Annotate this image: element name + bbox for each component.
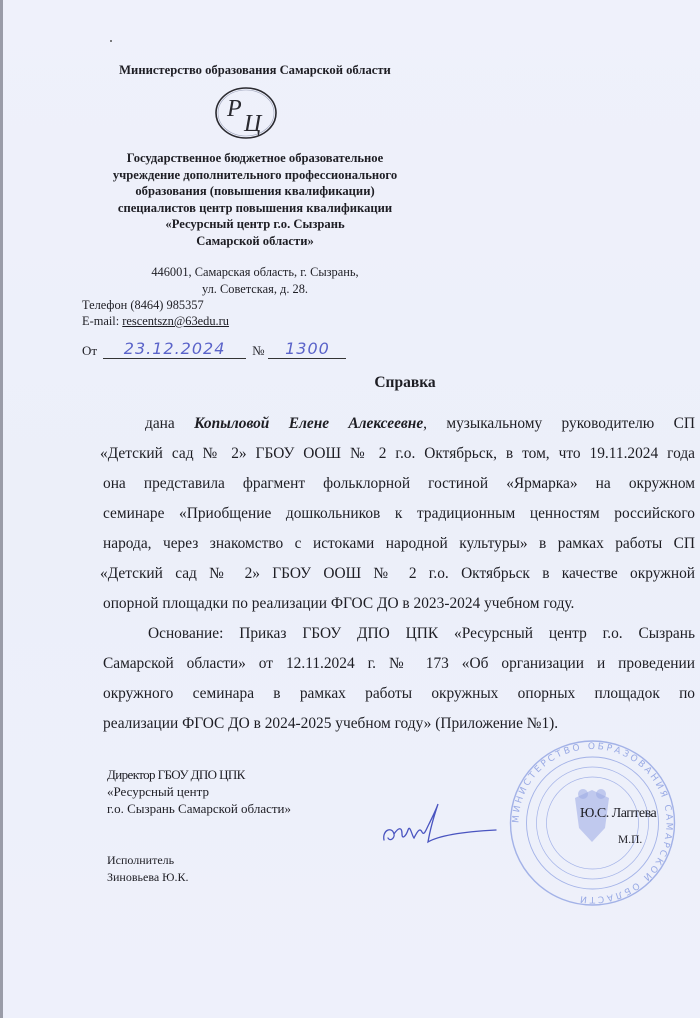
official-stamp-icon — [505, 738, 680, 908]
from-label: От — [82, 343, 98, 358]
number-label: № — [252, 343, 265, 358]
rc-logo-icon — [213, 86, 279, 140]
executor — [107, 852, 189, 886]
org-line: Самарской области» — [196, 233, 314, 248]
paragraph-line: народа, через знакомство с истоками народной культуры» в рамках работы СП — [103, 535, 695, 552]
paragraph-line: Самарской области» от 12.11.2024 г. № 173 «Об организации и проведении — [103, 655, 695, 672]
seal-mark: М.П. — [618, 834, 643, 846]
email-label: E-mail: — [82, 314, 123, 328]
svg-text:МИНИСТЕРСТВО ОБРАЗОВАНИЯ САМАР: МИНИСТЕРСТВО ОБРАЗОВАНИЯ САМАРСКОЙ ОБЛАСТИ — [511, 741, 674, 905]
org-line: специалистов центр повышения квалификации — [117, 200, 393, 215]
document-title: Справка — [374, 374, 436, 391]
paragraph-line: семинаре «Приобщение дошкольников к традиционным ценностям российского — [103, 505, 695, 522]
svg-text:Ц: Ц — [244, 111, 262, 137]
scan-edge — [0, 0, 3, 1018]
paragraph-line: дана Копыловой Елене Алексеевне, музыкальному руководителю СП — [145, 415, 696, 432]
reference-number: 1300 — [268, 340, 346, 359]
paragraph-line: она представила фрагмент фольклорной гостиной «Ярмарка» на окружном — [103, 475, 695, 492]
basis-paragraph — [103, 619, 695, 739]
paragraph-line: «Детский сад № 2» ГБОУ ООШ № 2 г.о. Октябрьск, в том, что 19.11.2024 года — [100, 445, 695, 462]
address — [80, 264, 430, 298]
signature-icon — [378, 800, 498, 850]
paragraph-line: опорной площадки по реализации ФГОС ДО в 2023-2024 учебном году. — [103, 595, 575, 612]
org-line: Государственное бюджетное образовательное — [126, 151, 384, 165]
paragraph-line: окружного семинара в рамках работы окружных опорных площадок по — [103, 685, 695, 702]
address-line: 446001, Самарская область, г. Сызрань, — [151, 265, 359, 279]
email-link[interactable]: rescentszn@63edu.ru — [122, 314, 229, 328]
director-name: Ю.С. Лаптева — [580, 806, 657, 821]
email-line — [82, 313, 229, 329]
svg-text:Р: Р — [227, 96, 242, 122]
organization-name — [80, 150, 430, 249]
org-line: учреждение дополнительного профессионального — [112, 167, 398, 182]
position-line: г.о. Сызрань Самарской области» — [107, 801, 291, 816]
certificate-paragraph — [100, 409, 696, 619]
paragraph-line: Основание: Приказ ГБОУ ДПО ЦПК «Ресурсный центр г.о. Сызрань — [148, 625, 695, 642]
executor-label: Исполнитель — [107, 853, 175, 867]
address-line: ул. Советская, д. 28. — [201, 282, 309, 296]
position-line: «Ресурсный центр — [107, 784, 209, 799]
reference-line — [82, 340, 346, 359]
reference-date: 23.12.2024 — [103, 340, 246, 359]
paragraph-line: «Детский сад № 2» ГБОУ ООШ № 2 г.о. Октябрьск в качестве окружной — [100, 565, 695, 582]
org-line: образования (повышения квалификации) — [135, 184, 375, 198]
phone: Телефон (8464) 985357 — [82, 298, 204, 312]
position-line: Директор ГБОУ ДПО ЦПК — [107, 767, 245, 782]
ministry-heading: Министерство образования Самарской области — [119, 63, 391, 77]
paragraph-line: реализации ФГОС ДО в 2024-2025 учебном году» (Приложение №1). — [103, 715, 559, 732]
executor-name: Зиновьева Ю.К. — [107, 870, 189, 884]
org-line: «Ресурсный центр г.о. Сызрань — [165, 217, 345, 231]
director-position — [107, 766, 291, 817]
scan-speck — [110, 40, 112, 42]
recipient-name: Копыловой Елене Алексеевне — [194, 415, 424, 432]
